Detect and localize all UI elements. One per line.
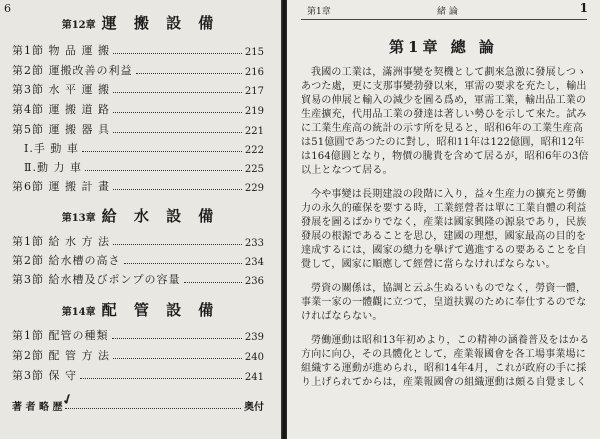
- leader-dots: [113, 358, 242, 359]
- right-page: [287, 0, 600, 439]
- leader-dots: [65, 408, 241, 409]
- chapter-number: 第12章: [61, 20, 96, 31]
- paragraph: 勞働運動は昭和13年初めより，この精神の涵養普及をはかる方向に向ひ，その具體化として，産業報國會を各工場事業場に組織する運動が進められ，昭和14年4月，これが政府の手に採り上げられてからは，産業報國會の組織運動は頗る自覺ましく: [301, 335, 590, 388]
- toc-entry-page: 229: [244, 183, 264, 194]
- toc-entry-page: 222: [244, 145, 264, 156]
- toc-entry-label: 第1節 給 水 方 法: [12, 235, 110, 248]
- toc-entry-label: 第3節 保 守: [12, 369, 77, 382]
- toc-entry-label: 第1節 物 品 運 搬: [12, 44, 110, 57]
- left-page: [0, 0, 281, 439]
- running-header: [287, 0, 600, 18]
- leader-dots: [80, 378, 242, 379]
- header-title: 緒 論: [437, 7, 458, 17]
- toc-entry-page: 240: [244, 352, 264, 363]
- toc-entry-label: 第1節 配管の種類: [12, 329, 109, 342]
- toc-entry[interactable]: [12, 327, 264, 343]
- toc-entry[interactable]: [12, 121, 264, 137]
- toc-entry[interactable]: [12, 271, 264, 287]
- leader-dots: [112, 338, 242, 339]
- left-page-number: 6: [4, 2, 11, 15]
- toc-entry[interactable]: [12, 81, 264, 97]
- toc-entry-page: 241: [244, 372, 264, 383]
- toc-entry-label: 第4節 運 搬 道 路: [12, 103, 110, 116]
- toc-entry[interactable]: [12, 233, 264, 249]
- leader-dots: [113, 189, 242, 190]
- pen-mark: ✓: [59, 390, 77, 410]
- toc-subentry[interactable]: [24, 159, 264, 175]
- chapter-title: 給 水 設 備: [101, 207, 220, 225]
- toc-entry[interactable]: [12, 252, 264, 268]
- chapter-heading: [0, 205, 281, 226]
- toc-entry-page: 236: [244, 276, 264, 287]
- toc-entry-label: Ⅰ.手 動 車: [24, 142, 79, 155]
- leader-dots: [113, 132, 242, 133]
- toc-entry-page: 217: [244, 86, 264, 97]
- chapter-number: 第13章: [61, 213, 96, 224]
- toc-entry-page: 233: [244, 238, 264, 249]
- toc-entry-label: 第5節 運 搬 器 具: [12, 123, 110, 136]
- toc-entry-page: 216: [244, 67, 264, 78]
- toc-entry-page: 239: [244, 332, 264, 343]
- toc-entry-page: 219: [244, 106, 264, 117]
- toc-entry[interactable]: [12, 62, 264, 78]
- chapter-heading: [0, 12, 281, 33]
- paragraph: 勞資の關係は，協調と云ふ生ぬるいものでなく，勞資一體，事業一家の一體觀に立つて，皇道扶翼のために奉仕するのでなければならない。: [301, 283, 587, 322]
- toc-entry-label: 第2節 配 管 方 法: [12, 349, 110, 362]
- toc-entry[interactable]: [12, 42, 264, 58]
- toc-entry-label: 第3節 水 平 運 搬: [12, 83, 110, 96]
- header-chapter: 第1章: [307, 7, 331, 17]
- leader-dots: [136, 73, 242, 74]
- toc-entry-page: 221: [244, 126, 264, 137]
- chapter-heading: [0, 299, 281, 320]
- chapter-title: 配 管 設 備: [101, 301, 220, 319]
- chapter-title: 運 搬 設 備: [101, 14, 220, 32]
- leader-dots: [113, 112, 242, 113]
- author-bio-entry[interactable]: [12, 398, 264, 413]
- toc-entry-label: 第2節 運搬改善の利益: [12, 64, 133, 77]
- toc-subentry[interactable]: [24, 140, 264, 156]
- toc-entry[interactable]: [12, 101, 264, 117]
- author-bio-label: 著 者 略 歴: [12, 402, 63, 413]
- paragraph: 今や事變は長期建設の段階に入り，益々生産力の擴充と勞働力の永久的確保を要する時，工業經營者は單に工業自體の利益發展を圖るばかりでなく，産業は國家興隆の源泉であり，民族發展の根源であることを思ひ，建國の理想，國家最高の目的を達成するには，國家の總力を擧げて邁進するの要あることを自覺して，國家に順應して經營に當らなければならない。: [301, 189, 587, 270]
- toc-entry-label: 第6節 運 搬 計 畫: [12, 180, 110, 193]
- leader-dots: [85, 170, 242, 171]
- right-page-number: 1: [579, 1, 588, 15]
- chapter-title: 第1章 總 論: [389, 38, 498, 56]
- colophon-label: 奥付: [244, 402, 264, 413]
- toc-entry-label: 第3節 給水槽及びポンプの容量: [12, 273, 181, 286]
- toc-entry-page: 215: [244, 47, 264, 58]
- toc-entry-label: 第2節 給水槽の高さ: [12, 254, 121, 267]
- chapter-number: 第14章: [61, 307, 96, 318]
- toc-entry[interactable]: [12, 347, 264, 363]
- leader-dots: [124, 263, 242, 264]
- leader-dots: [113, 244, 242, 245]
- paragraph: 我國の工業は，滿洲事變を契機として劃來急激に發展しつゝあつた處，更に支那事變勃發以來，軍需の要求を充たし，輸出貿易の伸展と輸入の減少を圖る爲め，軍需工業，輸出品工業の生産擴充，代用品工業の發達は著しい勢ひを示して來た。試みに工業生産高の統計の示す所を見ると，昭和6年の工業生産高は51億圓であつたのに對し，昭和11年は122億圓，昭和12年は164億圓となり，物價の騰貴を含めて居るが，昭和6年の3倍以上となつて居る。: [301, 67, 589, 176]
- toc-entry[interactable]: [12, 178, 264, 194]
- toc-entry-label: Ⅱ.動 力 車: [24, 161, 82, 174]
- body-text: [301, 66, 590, 390]
- leader-dots: [113, 53, 242, 54]
- header-rule: [301, 19, 587, 20]
- leader-dots: [113, 92, 242, 93]
- toc-entry-page: 225: [244, 164, 264, 175]
- toc-entry[interactable]: [12, 367, 264, 383]
- toc-entry-page: 234: [244, 257, 264, 268]
- leader-dots: [184, 282, 242, 283]
- leader-dots: [82, 151, 242, 152]
